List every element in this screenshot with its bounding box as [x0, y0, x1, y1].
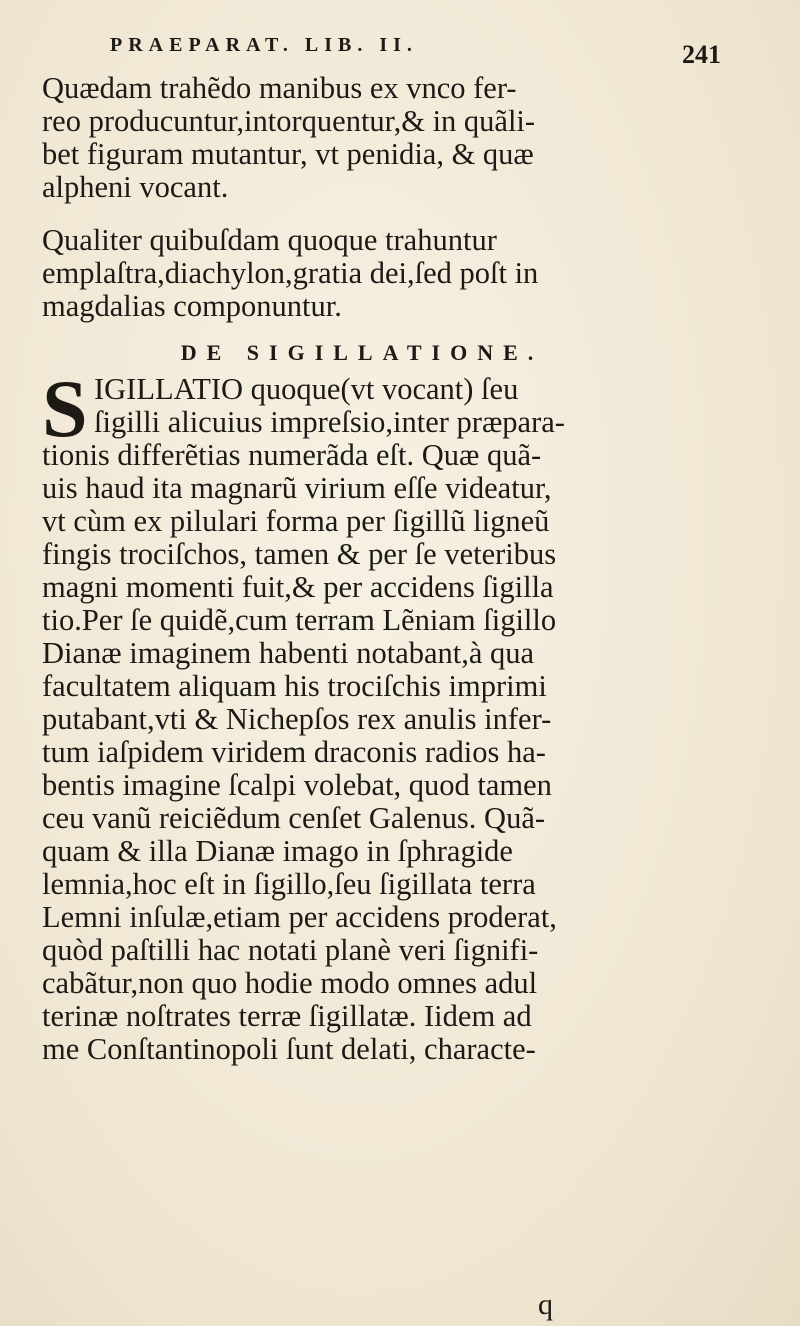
text-line: magdalias componuntur.: [42, 289, 342, 323]
text-line: quam & illa Dianæ imago in ſphragide: [42, 834, 513, 868]
text-line: bet figuram mutantur, vt penidia, & quæ: [42, 137, 534, 171]
text-line: tio.Per ſe quidẽ,cum terram Lẽniam ſigillo: [42, 603, 557, 637]
text-line: vt cùm ex pilulari forma per ſigillũ ligneũ: [42, 504, 550, 538]
text-line: tionis differẽtias numerãda eſt. Quæ quã-: [42, 438, 542, 472]
text-line: Lemni inſulæ,etiam per accidens proderat,: [42, 900, 557, 934]
running-head: PRAEPARAT. LIB. II.: [110, 34, 418, 56]
text-line: ceu vanũ reiciẽdum cenſet Galenus. Quã-: [42, 801, 546, 835]
paragraph-3: [42, 363, 682, 1066]
page-number: 241: [682, 40, 721, 69]
text-line: putabant,vti & Nichepſos rex anulis infer-: [42, 702, 552, 736]
text-line: facultatem aliquam his trociſchis imprimi: [42, 669, 547, 703]
text-line: Dianæ imaginem habenti notabant,à qua: [42, 636, 535, 670]
text-line: Quædam trahẽdo manibus ex vnco fer-: [42, 71, 517, 105]
text-line: IGILLATIO quoque(vt vocant) ſeu: [94, 372, 519, 406]
text-line: magni momenti fuit,& per accidens ſigilla: [42, 570, 554, 604]
text-line: uis haud ita magnarũ virium eſſe videatur,: [42, 471, 552, 505]
paragraph-1: [42, 72, 682, 204]
text-line: me Conſtantinopoli ſunt delati, characte-: [42, 1032, 536, 1066]
text-line: emplaſtra,diachylon,gratia dei,ſed poſt in: [42, 256, 539, 290]
text-line: lemnia,hoc eſt in ſigillo,ſeu ſigillata terra: [42, 867, 536, 901]
text-line: tum iaſpidem viridem draconis radios ha-: [42, 735, 546, 769]
text-line: reo producuntur,intorquentur,& in quãli-: [42, 104, 536, 138]
paragraph-2: [42, 224, 682, 323]
text-line: quòd paſtilli hac notati planè veri ſignifi-: [42, 933, 539, 967]
page-header: [0, 34, 800, 74]
text-line: ſigilli alicuius impreſsio,inter præpara-: [94, 405, 565, 439]
text-line: alpheni vocant.: [42, 170, 229, 204]
drop-cap: S: [42, 363, 88, 454]
body-text: [42, 72, 682, 1066]
catchword: q: [538, 1288, 553, 1321]
text-line: cabãtur,non quo hodie modo omnes adul: [42, 966, 538, 1000]
text-line: terinæ noſtrates terræ ſigillatæ. Iidem ad: [42, 999, 532, 1033]
text-line: fingis trociſchos, tamen & per ſe veteribus: [42, 537, 557, 571]
text-line: Qualiter quibuſdam quoque trahuntur: [42, 223, 497, 257]
text-line: bentis imagine ſcalpi volebat, quod tamen: [42, 768, 552, 802]
section-heading: DE SIGILLATIONE.: [180, 340, 544, 365]
